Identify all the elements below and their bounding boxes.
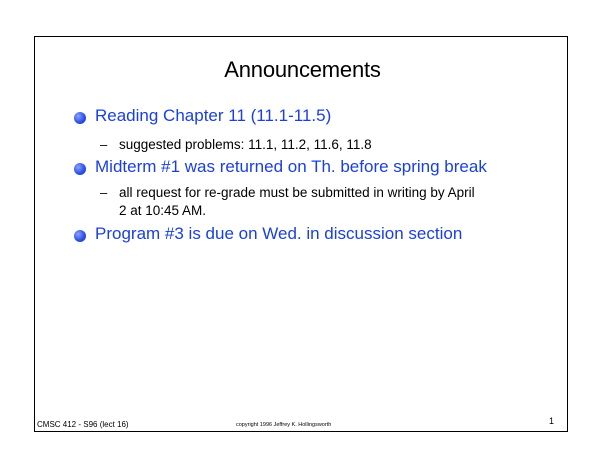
sub-suggested-problems: suggested problems: 11.1, 11.2, 11.6, 11.8 bbox=[119, 137, 372, 152]
sub-regrade-line-1: all request for re-grade must be submitted in writing by April bbox=[119, 185, 475, 200]
footer-copyright: copyright 1996 Jeffrey K. Hollingsworth bbox=[236, 422, 332, 428]
bullet-midterm: Midterm #1 was returned on Th. before spring break bbox=[95, 157, 487, 176]
bullet-dot bbox=[74, 163, 86, 175]
bullet-dot bbox=[74, 112, 86, 124]
page-number: 1 bbox=[549, 416, 555, 426]
sub-dash: – bbox=[100, 185, 108, 200]
bullet-program: Program #3 is due on Wed. in discussion section bbox=[95, 224, 463, 243]
sub-dash: – bbox=[100, 137, 108, 152]
sub-regrade-line-2: 2 at 10:45 AM. bbox=[119, 203, 207, 218]
slide-title: Announcements bbox=[224, 57, 381, 82]
bullet-dot bbox=[74, 230, 86, 242]
bullet-reading: Reading Chapter 11 (11.1-11.5) bbox=[95, 106, 332, 125]
footer-course: CMSC 412 - S96 (lect 16) bbox=[37, 420, 129, 429]
